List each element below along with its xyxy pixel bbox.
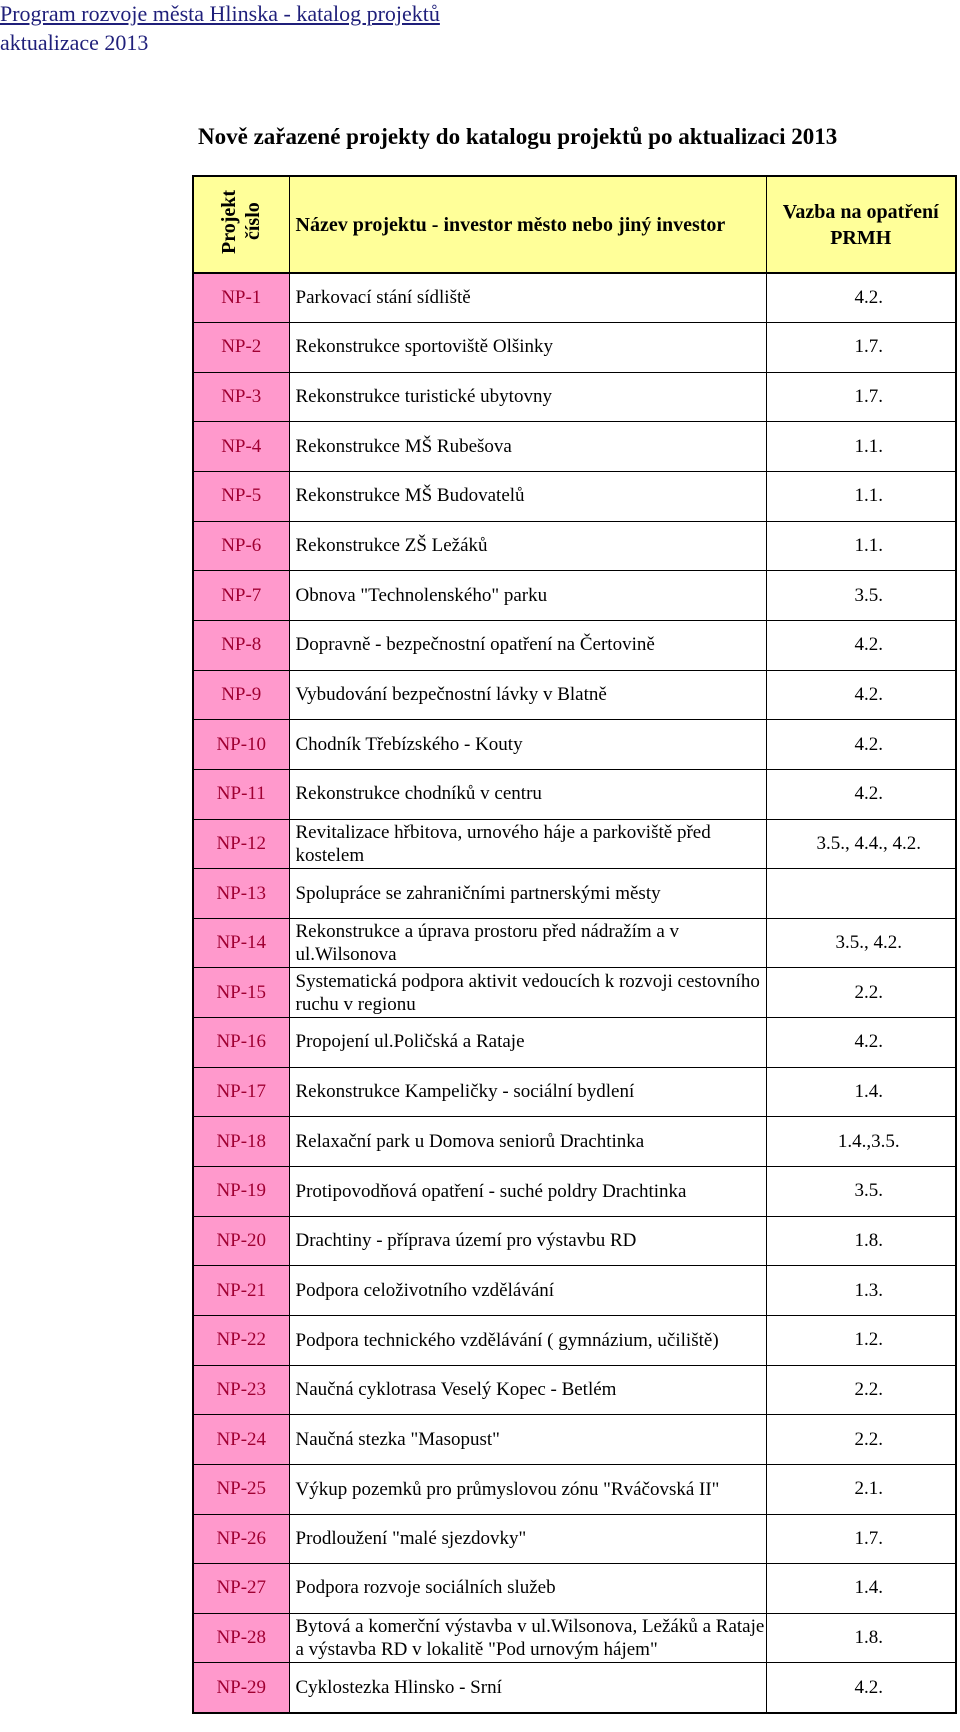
project-name: Cyklostezka Hlinsko - Srní	[289, 1663, 766, 1713]
measure-link: 3.5., 4.2.	[766, 918, 956, 968]
measure-link: 1.7.	[766, 323, 956, 373]
project-name: Prodloužení "malé sjezdovky"	[289, 1514, 766, 1564]
project-name: Rekonstrukce a úprava prostoru před nádražím a v ul.Wilsonova	[289, 918, 766, 968]
table-row	[193, 620, 956, 670]
measure-link: 1.7.	[766, 1514, 956, 1564]
project-id: NP-23	[193, 1365, 289, 1415]
project-name: Bytová a komerční výstavba v ul.Wilsonova, Ležáků a Rataje a výstavba RD v lokalitě "Pod urnovým hájem"	[289, 1613, 766, 1663]
project-name: Systematická podpora aktivit vedoucích k rozvoji cestovního ruchu v regionu	[289, 968, 766, 1018]
project-name: Dopravně - bezpečnostní opatření na Čertovině	[289, 620, 766, 670]
table-row	[193, 472, 956, 522]
table-row	[193, 323, 956, 373]
table-row	[193, 1564, 956, 1614]
table-row	[193, 273, 956, 323]
table-row	[193, 422, 956, 472]
table-row	[193, 521, 956, 571]
project-id: NP-4	[193, 422, 289, 472]
table-row	[193, 670, 956, 720]
table-row	[193, 372, 956, 422]
project-id: NP-12	[193, 819, 289, 869]
table-row	[193, 1514, 956, 1564]
project-id: NP-15	[193, 968, 289, 1018]
table-row	[193, 869, 956, 919]
project-name: Rekonstrukce sportoviště Olšinky	[289, 323, 766, 373]
projects-table	[192, 175, 957, 1714]
project-name: Rekonstrukce MŠ Budovatelů	[289, 472, 766, 522]
column-header-link: Vazba na opatření PRMH	[766, 176, 956, 273]
table-row	[193, 1216, 956, 1266]
table-row	[193, 1117, 956, 1167]
measure-link: 3.5., 4.4., 4.2.	[766, 819, 956, 869]
project-id: NP-22	[193, 1315, 289, 1365]
measure-link: 4.2.	[766, 769, 956, 819]
column-header-name: Název projektu - investor město nebo jiný investor	[289, 176, 766, 273]
measure-link: 1.7.	[766, 372, 956, 422]
measure-link: 4.2.	[766, 720, 956, 770]
table-header-row	[193, 176, 956, 273]
measure-link: 2.2.	[766, 968, 956, 1018]
document-header-title: Program rozvoje města Hlinska - katalog projektů	[0, 1, 440, 26]
measure-link: 1.1.	[766, 422, 956, 472]
project-id: NP-11	[193, 769, 289, 819]
table-row	[193, 1315, 956, 1365]
project-id: NP-7	[193, 571, 289, 621]
measure-link: 1.1.	[766, 472, 956, 522]
column-header-number-label: Projekt číslo	[218, 188, 265, 254]
table-row	[193, 1464, 956, 1514]
measure-link: 4.2.	[766, 273, 956, 323]
table-row	[193, 571, 956, 621]
measure-link: 3.5.	[766, 1167, 956, 1217]
project-id: NP-26	[193, 1514, 289, 1564]
project-id: NP-14	[193, 918, 289, 968]
project-name: Naučná cyklotrasa Veselý Kopec - Betlém	[289, 1365, 766, 1415]
project-id: NP-13	[193, 869, 289, 919]
page-title: Nově zařazené projekty do katalogu projektů po aktualizaci 2013	[198, 124, 838, 149]
project-name: Rekonstrukce MŠ Rubešova	[289, 422, 766, 472]
project-name: Podpora technického vzdělávání ( gymnázium, učiliště)	[289, 1315, 766, 1365]
project-id: NP-29	[193, 1663, 289, 1713]
table-row	[193, 1266, 956, 1316]
table-row	[193, 1365, 956, 1415]
project-name: Drachtiny - příprava území pro výstavbu RD	[289, 1216, 766, 1266]
project-id: NP-19	[193, 1167, 289, 1217]
measure-link: 1.2.	[766, 1315, 956, 1365]
project-name: Podpora rozvoje sociálních služeb	[289, 1564, 766, 1614]
project-name: Rekonstrukce ZŠ Ležáků	[289, 521, 766, 571]
measure-link: 4.2.	[766, 1663, 956, 1713]
project-name: Výkup pozemků pro průmyslovou zónu "Rváčovská II"	[289, 1464, 766, 1514]
table-row	[193, 1415, 956, 1465]
table-row	[193, 1663, 956, 1713]
project-id: NP-6	[193, 521, 289, 571]
project-name: Rekonstrukce Kampeličky - sociální bydlení	[289, 1067, 766, 1117]
measure-link: 2.2.	[766, 1415, 956, 1465]
project-id: NP-27	[193, 1564, 289, 1614]
project-id: NP-2	[193, 323, 289, 373]
project-id: NP-1	[193, 273, 289, 323]
table-row	[193, 720, 956, 770]
project-name: Revitalizace hřbitova, urnového háje a parkoviště před kostelem	[289, 819, 766, 869]
measure-link: 1.8.	[766, 1613, 956, 1663]
project-id: NP-24	[193, 1415, 289, 1465]
project-name: Naučná stezka "Masopust"	[289, 1415, 766, 1465]
table-row	[193, 769, 956, 819]
project-name: Rekonstrukce chodníků v centru	[289, 769, 766, 819]
project-name: Protipovodňová opatření - suché poldry Drachtinka	[289, 1167, 766, 1217]
table-row	[193, 1018, 956, 1068]
document-header-subtitle: aktualizace 2013	[0, 30, 149, 55]
project-id: NP-8	[193, 620, 289, 670]
project-name: Obnova "Technolenského" parku	[289, 571, 766, 621]
project-id: NP-10	[193, 720, 289, 770]
measure-link: 2.2.	[766, 1365, 956, 1415]
project-name: Spolupráce se zahraničními partnerskými městy	[289, 869, 766, 919]
project-id: NP-16	[193, 1018, 289, 1068]
project-id: NP-3	[193, 372, 289, 422]
table-row	[193, 1167, 956, 1217]
project-name: Podpora celoživotního vzdělávání	[289, 1266, 766, 1316]
measure-link	[766, 869, 956, 919]
measure-link: 1.3.	[766, 1266, 956, 1316]
measure-link: 4.2.	[766, 620, 956, 670]
project-id: NP-28	[193, 1613, 289, 1663]
project-id: NP-25	[193, 1464, 289, 1514]
project-name: Vybudování bezpečnostní lávky v Blatně	[289, 670, 766, 720]
project-name: Rekonstrukce turistické ubytovny	[289, 372, 766, 422]
table-row	[193, 1613, 956, 1663]
project-name: Parkovací stání sídliště	[289, 273, 766, 323]
measure-link: 4.2.	[766, 670, 956, 720]
table-row	[193, 1067, 956, 1117]
project-id: NP-21	[193, 1266, 289, 1316]
column-header-number	[193, 176, 289, 273]
project-id: NP-5	[193, 472, 289, 522]
measure-link: 1.4.	[766, 1067, 956, 1117]
measure-link: 4.2.	[766, 1018, 956, 1068]
table-row	[193, 819, 956, 869]
table-row	[193, 968, 956, 1018]
table-row	[193, 918, 956, 968]
project-id: NP-18	[193, 1117, 289, 1167]
measure-link: 1.4.,3.5.	[766, 1117, 956, 1167]
project-name: Relaxační park u Domova seniorů Drachtinka	[289, 1117, 766, 1167]
measure-link: 3.5.	[766, 571, 956, 621]
project-name: Propojení ul.Poličská a Rataje	[289, 1018, 766, 1068]
measure-link: 1.4.	[766, 1564, 956, 1614]
measure-link: 2.1.	[766, 1464, 956, 1514]
project-id: NP-20	[193, 1216, 289, 1266]
measure-link: 1.8.	[766, 1216, 956, 1266]
measure-link: 1.1.	[766, 521, 956, 571]
project-id: NP-17	[193, 1067, 289, 1117]
project-id: NP-9	[193, 670, 289, 720]
project-name: Chodník Třebízského - Kouty	[289, 720, 766, 770]
